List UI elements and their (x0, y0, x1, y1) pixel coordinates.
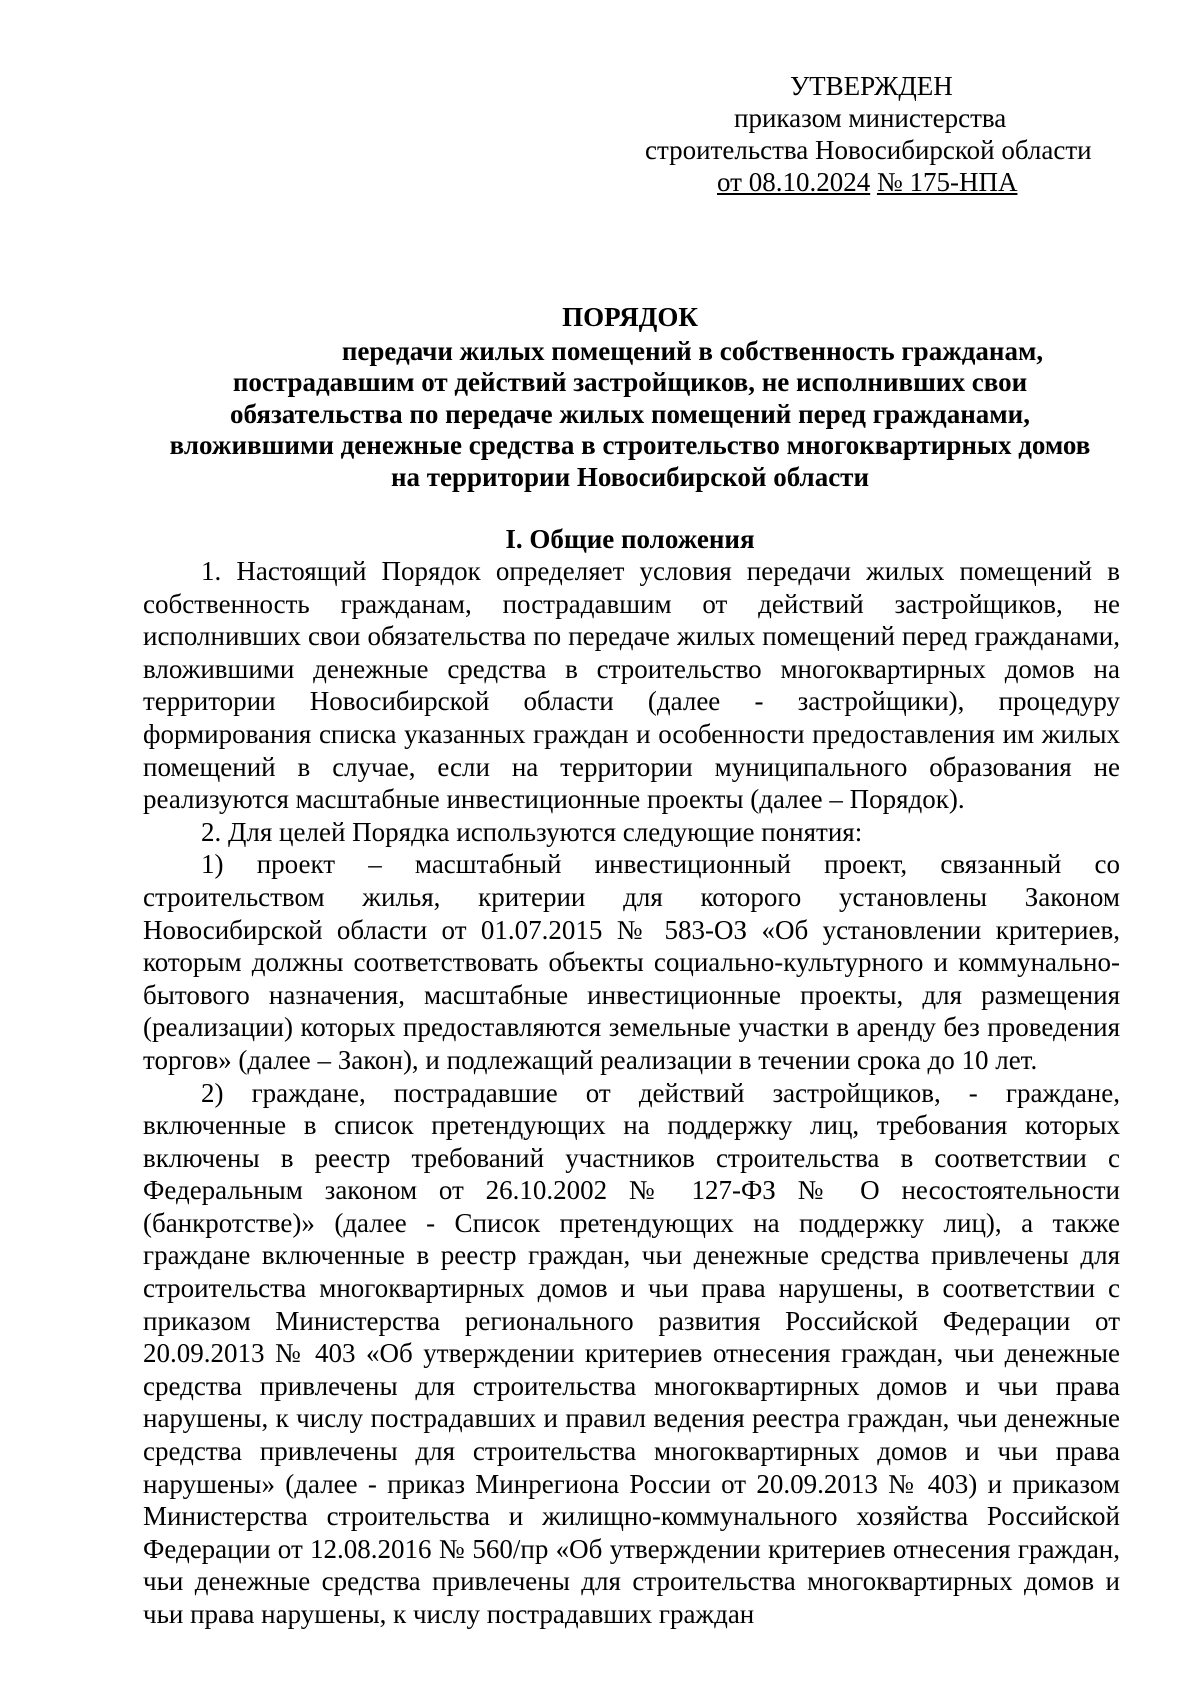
approval-number: № 175-НПА (876, 167, 1018, 197)
approval-line-date-number (640, 166, 1110, 198)
document-heading (145, 302, 1115, 493)
document-subtitle-line: обязательства по передаче жилых помещений перед гражданами, (230, 398, 1030, 429)
approval-line-order: приказом министерства (734, 103, 1007, 133)
document-subtitle-line: передачи жилых помещений в собственность гражданам, (341, 335, 1044, 366)
document-subtitle-line: пострадавшим от действий застройщиков, не исполнивших свои (232, 367, 1028, 397)
document-body (143, 555, 1120, 1631)
document-subtitle-line: на территории Новосибирской области (390, 461, 870, 492)
document-title: ПОРЯДОК (562, 302, 698, 332)
approval-date: от 08.10.2024 (717, 167, 871, 197)
approval-stamp-block (640, 70, 1110, 198)
paragraph-2-item-1: 1) проект – масштабный инвестиционный проект, связанный со строительством жилья, критерии для которого установлены Законом Новосибирской области от 01.07.2015 № 583-ОЗ «Об установлении критериев, которым должны соответствовать объекты социально-культурного и коммунально-бытового назначения, масштабные инвестиционные проекты, для размещения (реализации) которых предоставляются земельные участки в аренду без проведения торгов» (далее – Закон), и подлежащий реализации в течении срока до 10 лет. (143, 849, 1120, 1075)
document-subtitle-line: вложившими денежные средства в строительство многоквартирных домов (169, 430, 1091, 460)
paragraph-1: 1. Настоящий Порядок определяет условия передачи жилых помещений в собственность гражданам, пострадавшим от действий застройщиков, не исполнивших свои обязательства по передаче жилых помещений перед гражданами, вложившими денежные средства в строительство многоквартирных домов на территории Новосибирской области (далее - застройщики), процедуру формирования списка указанных граждан и особенности предоставления им жилых помещений в случае, если на территории муниципального образования не реализуются масштабные инвестиционные проекты (далее – Порядок). (143, 556, 1120, 815)
paragraph-2-item-2: 2) граждане, пострадавшие от действий застройщиков, - граждане, включенные в список претендующих на поддержку лиц, требования которых включены в реестр требований участников строительства в соответствии с Федеральным законом от 26.10.2002 № 127-ФЗ № О несостоятельности (банкротстве)» (далее - Список претендующих на поддержку лиц), а также граждане включенные в реестр граждан, чьи денежные средства привлечены для строительства многоквартирных домов и чьи права нарушены, в соответствии с приказом Министерства регионального развития Российской Федерации от 20.09.2013 № 403 «Об утверждении критериев отнесения граждан, чьи денежные средства привлечены для строительства многоквартирных домов и чьи права нарушены, к числу пострадавших и правил ведения реестра граждан, чьи денежные средства привлечены для строительства многоквартирных домов и чьи права нарушены» (далее - приказ Минрегиона России от 20.09.2013 № 403) и приказом Министерства строительства и жилищно-коммунального хозяйства Российской Федерации от 12.08.2016 № 560/пр «Об утверждении критериев отнесения граждан, чьи денежные средства привлечены для строительства многоквартирных домов и чьи права нарушены, к числу пострадавших граждан (143, 1077, 1120, 1629)
paragraph-2: 2. Для целей Порядка используются следующие понятия: (201, 816, 863, 847)
section-heading: I. Общие положения (505, 524, 755, 554)
approval-title: УТВЕРЖДЕН (790, 71, 953, 101)
approval-line-ministry: строительства Новосибирской области (645, 135, 1092, 165)
